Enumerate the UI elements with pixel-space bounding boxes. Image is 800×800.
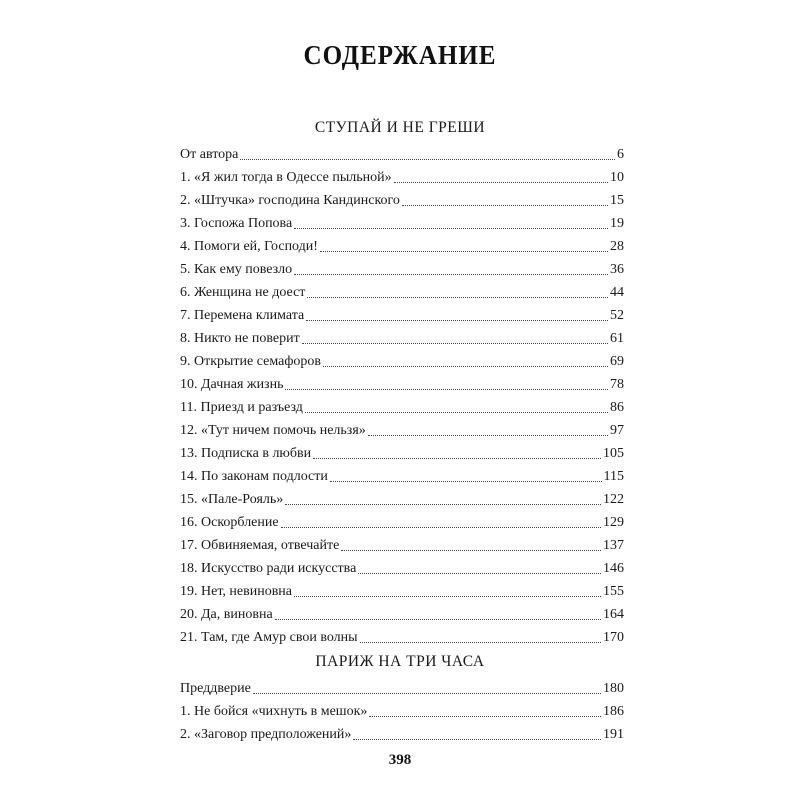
toc-entry-label: 15. «Пале-Рояль» <box>180 492 284 507</box>
dot-leader <box>313 458 601 459</box>
toc-list-section-1 <box>180 143 624 649</box>
dot-leader <box>307 297 608 298</box>
toc-entry-label: 17. Обвиняемая, отвечайте <box>180 538 340 553</box>
dot-leader <box>305 412 608 413</box>
toc-entry-page: 86 <box>610 400 624 415</box>
toc-entry <box>180 373 624 396</box>
toc-list-section-2 <box>180 677 624 746</box>
toc-entry-label: 1. «Я жил тогда в Одессе пыльной» <box>180 170 392 185</box>
toc-entry <box>180 419 624 442</box>
toc-entry <box>180 488 624 511</box>
toc-entry <box>180 304 624 327</box>
toc-entry-page: 52 <box>610 308 624 323</box>
dot-leader <box>341 550 601 551</box>
dot-leader <box>369 716 601 717</box>
toc-entry-label: 5. Как ему повезло <box>180 262 293 277</box>
toc-entry-page: 146 <box>603 561 624 576</box>
dot-leader <box>275 619 601 620</box>
dot-leader <box>281 527 601 528</box>
toc-entry-page: 69 <box>610 354 624 369</box>
section-title-2: ПАРИЖ НА ТРИ ЧАСА <box>315 653 485 670</box>
dot-leader <box>353 739 601 740</box>
dot-leader <box>360 642 601 643</box>
dot-leader <box>306 320 608 321</box>
toc-entry-page: 28 <box>610 239 624 254</box>
toc-entry <box>180 677 624 700</box>
toc-entry-page: 36 <box>610 262 624 277</box>
toc-entry-page: 191 <box>603 727 624 742</box>
toc-entry <box>180 258 624 281</box>
toc-entry-page: 180 <box>603 681 624 696</box>
toc-entry-label: Преддверие <box>180 681 251 696</box>
dot-leader <box>285 504 601 505</box>
toc-entry-page: 6 <box>617 147 624 162</box>
dot-leader <box>330 481 602 482</box>
toc-entry-page: 155 <box>603 584 624 599</box>
toc-entry-page: 137 <box>603 538 624 553</box>
toc-entry-label: 8. Никто не поверит <box>180 331 300 346</box>
toc-entry-page: 19 <box>610 216 624 231</box>
dot-leader <box>285 389 608 390</box>
toc-entry-page: 186 <box>603 704 624 719</box>
toc-entry <box>180 281 624 304</box>
toc-entry-page: 78 <box>610 377 624 392</box>
toc-entry-label: 4. Помоги ей, Господи! <box>180 239 318 254</box>
dot-leader <box>253 693 601 694</box>
toc-entry-label: 12. «Тут ничем помочь нельзя» <box>180 423 366 438</box>
dot-leader <box>368 435 608 436</box>
toc-entry <box>180 723 624 746</box>
page-title: СОДЕРЖАНИЕ <box>303 40 497 70</box>
toc-entry <box>180 534 624 557</box>
toc-entry <box>180 580 624 603</box>
toc-entry-label: 21. Там, где Амур свои волны <box>180 630 358 645</box>
toc-entry-page: 10 <box>610 170 624 185</box>
toc-entry <box>180 189 624 212</box>
dot-leader <box>358 573 601 574</box>
toc-entry-label: 7. Перемена климата <box>180 308 305 323</box>
toc-entry-page: 122 <box>603 492 624 507</box>
toc-entry <box>180 235 624 258</box>
section-title-1: СТУПАЙ И НЕ ГРЕШИ <box>314 119 486 136</box>
toc-entry-label: 16. Оскорбление <box>180 515 279 530</box>
toc-entry <box>180 700 624 723</box>
toc-entry-label: 6. Женщина не доест <box>180 285 306 300</box>
toc-entry <box>180 212 624 235</box>
toc-entry <box>180 143 624 166</box>
toc-entry-label: 14. По законам подлости <box>180 469 328 484</box>
toc-entry <box>180 511 624 534</box>
toc-entry <box>180 557 624 580</box>
dot-leader <box>294 596 601 597</box>
dot-leader <box>394 182 608 183</box>
dot-leader <box>302 343 608 344</box>
toc-entry-page: 97 <box>610 423 624 438</box>
toc-entry <box>180 396 624 419</box>
dot-leader <box>294 274 608 275</box>
toc-entry-page: 170 <box>603 630 624 645</box>
toc-entry <box>180 442 624 465</box>
toc-entry <box>180 465 624 488</box>
dot-leader <box>294 228 608 229</box>
dot-leader <box>320 251 608 252</box>
dot-leader <box>402 205 608 206</box>
toc-entry-label: 20. Да, виновна <box>180 607 273 622</box>
toc-entry-label: 19. Нет, невиновна <box>180 584 293 599</box>
toc-entry-label: 10. Дачная жизнь <box>180 377 284 392</box>
toc-entry-page: 105 <box>603 446 624 461</box>
toc-entry-label: 2. «Заговор предположений» <box>180 727 352 742</box>
toc-entry-label: 11. Приезд и разъезд <box>180 400 303 415</box>
toc-entry-label: 2. «Штучка» господина Кандинского <box>180 193 400 208</box>
toc-entry <box>180 603 624 626</box>
toc-entry-label: 1. Не бойся «чихнуть в мешок» <box>180 704 368 719</box>
toc-entry-page: 15 <box>610 193 624 208</box>
page-number: 398 <box>388 752 412 768</box>
toc-entry-page: 44 <box>610 285 624 300</box>
toc-entry-page: 61 <box>610 331 624 346</box>
toc-entry <box>180 350 624 373</box>
toc-entry <box>180 166 624 189</box>
toc-entry-label: 18. Искусство ради искусства <box>180 561 357 576</box>
dot-leader <box>323 366 608 367</box>
toc-entry-label: 13. Подписка в любви <box>180 446 312 461</box>
toc-entry-page: 129 <box>603 515 624 530</box>
toc-entry-label: 9. Открытие семафоров <box>180 354 322 369</box>
toc-entry-page: 115 <box>603 469 624 484</box>
dot-leader <box>240 159 615 160</box>
toc-entry <box>180 327 624 350</box>
toc-entry-page: 164 <box>603 607 624 622</box>
toc-entry <box>180 626 624 649</box>
toc-entry-label: 3. Госпожа Попова <box>180 216 293 231</box>
toc-entry-label: От автора <box>180 147 239 162</box>
